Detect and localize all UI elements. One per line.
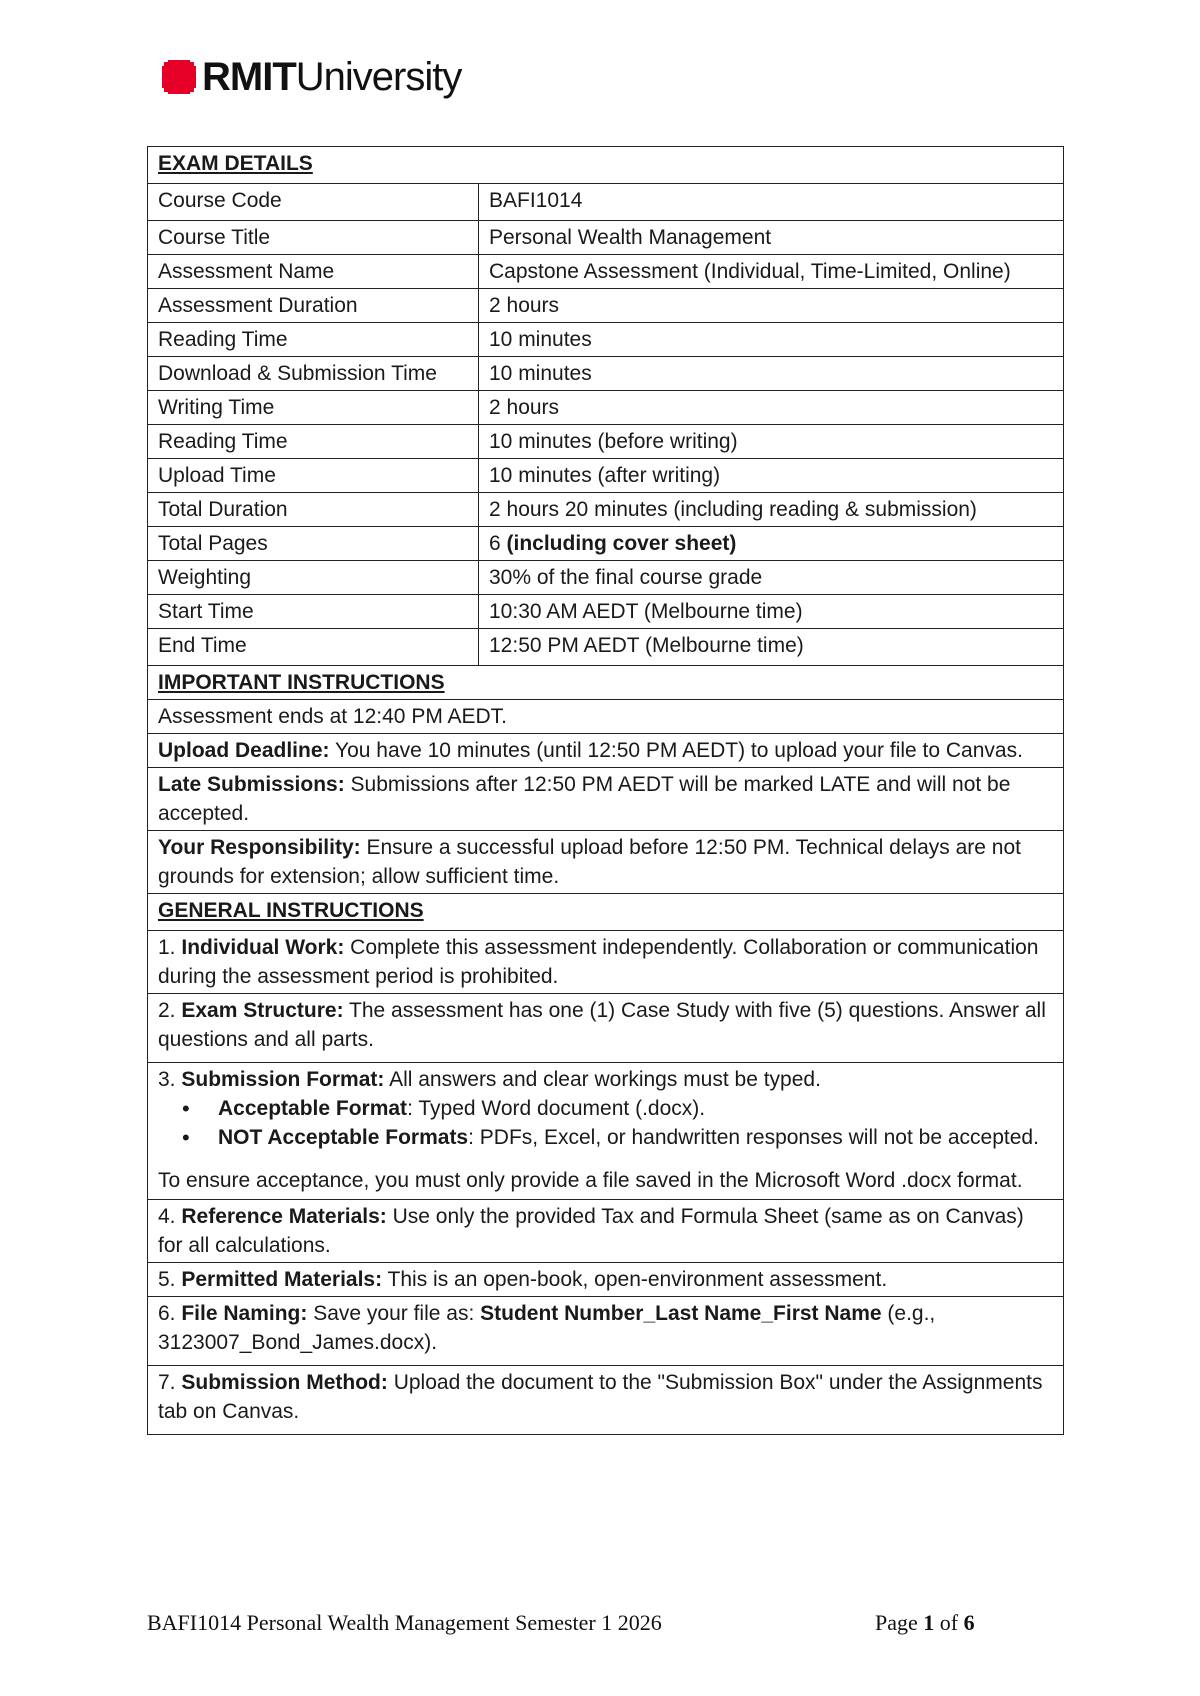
- table-row: Reading Time 10 minutes (before writing): [148, 425, 1064, 459]
- table-row: End Time 12:50 PM AEDT (Melbourne time): [148, 629, 1064, 666]
- instruction-file-naming: 6. File Naming: Save your file as: Student Number_Last Name_First Name (e.g., 3123007_Bond_James.docx).: [148, 1297, 1064, 1366]
- instruction-individual-work: 1. Individual Work: Complete this assessment independently. Collaboration or communication during the assessment period is prohibited.: [148, 931, 1064, 994]
- exam-details-table: [147, 146, 1064, 1435]
- rmit-logo: [160, 52, 461, 102]
- instruction-reference-materials: 4. Reference Materials: Use only the provided Tax and Formula Sheet (same as on Canvas) for all calculations.: [148, 1200, 1064, 1263]
- general-instructions-heading: GENERAL INSTRUCTIONS: [148, 894, 1064, 931]
- table-row: Total Duration 2 hours 20 minutes (including reading & submission): [148, 493, 1064, 527]
- list-item: • NOT Acceptable Formats: PDFs, Excel, or handwritten responses will not be accepted.: [218, 1123, 1053, 1152]
- table-row: Reading Time 10 minutes: [148, 323, 1064, 357]
- rmit-pixel-logo-icon: [160, 58, 198, 96]
- assessment-ends-note: Assessment ends at 12:40 PM AEDT.: [148, 700, 1064, 734]
- important-instructions-heading: IMPORTANT INSTRUCTIONS: [148, 666, 1064, 700]
- table-row: Upload Time 10 minutes (after writing): [148, 459, 1064, 493]
- table-row: Assessment Name Capstone Assessment (Individual, Time-Limited, Online): [148, 255, 1064, 289]
- table-row: Weighting 30% of the final course grade: [148, 561, 1064, 595]
- late-submissions: Late Submissions: Submissions after 12:50 PM AEDT will be marked LATE and will not be accepted.: [148, 768, 1064, 831]
- upload-deadline: Upload Deadline: You have 10 minutes (until 12:50 PM AEDT) to upload your file to Canvas.: [148, 734, 1064, 768]
- table-row: Total Pages 6 (including cover sheet): [148, 527, 1064, 561]
- table-row: Writing Time 2 hours: [148, 391, 1064, 425]
- docx-acceptance-note: To ensure acceptance, you must only provide a file saved in the Microsoft Word .docx format.: [158, 1169, 1023, 1192]
- table-row: Download & Submission Time 10 minutes: [148, 357, 1064, 391]
- table-row: Assessment Duration 2 hours: [148, 289, 1064, 323]
- table-row: Course Title Personal Wealth Management: [148, 221, 1064, 255]
- exam-details-heading: EXAM DETAILS: [148, 147, 1064, 184]
- logo-wordmark: RMITUniversity: [202, 54, 462, 99]
- instruction-exam-structure: 2. Exam Structure: The assessment has one (1) Case Study with five (5) questions. Answer all questions and all parts.: [148, 994, 1064, 1063]
- footer-course-label: BAFI1014 Personal Wealth Management Semester 1 2026: [147, 1610, 662, 1635]
- instruction-submission-method: 7. Submission Method: Upload the document to the "Submission Box" under the Assignments tab on Canvas.: [148, 1366, 1064, 1435]
- list-item: • Acceptable Format: Typed Word document (.docx).: [218, 1094, 1053, 1123]
- your-responsibility: Your Responsibility: Ensure a successful upload before 12:50 PM. Technical delays are not grounds for extension; allow sufficient time.: [148, 831, 1064, 894]
- instruction-permitted-materials: 5. Permitted Materials: This is an open-book, open-environment assessment.: [148, 1263, 1064, 1297]
- page-number: Page 1 of 6: [875, 1610, 975, 1635]
- table-row: Course Code BAFI1014: [148, 184, 1064, 221]
- instruction-submission-format: 3. Submission Format: All answers and clear workings must be typed. • Acceptable Format: Typed Word document (.docx). • NOT Acceptable Formats: PDFs, Excel, or handwritten responses will not be accepted. To ensure acceptance, you must only provide a file saved in the Microsoft Word .docx format.: [148, 1063, 1064, 1200]
- table-row: Start Time 10:30 AM AEDT (Melbourne time): [148, 595, 1064, 629]
- format-bullets: [158, 1094, 1053, 1152]
